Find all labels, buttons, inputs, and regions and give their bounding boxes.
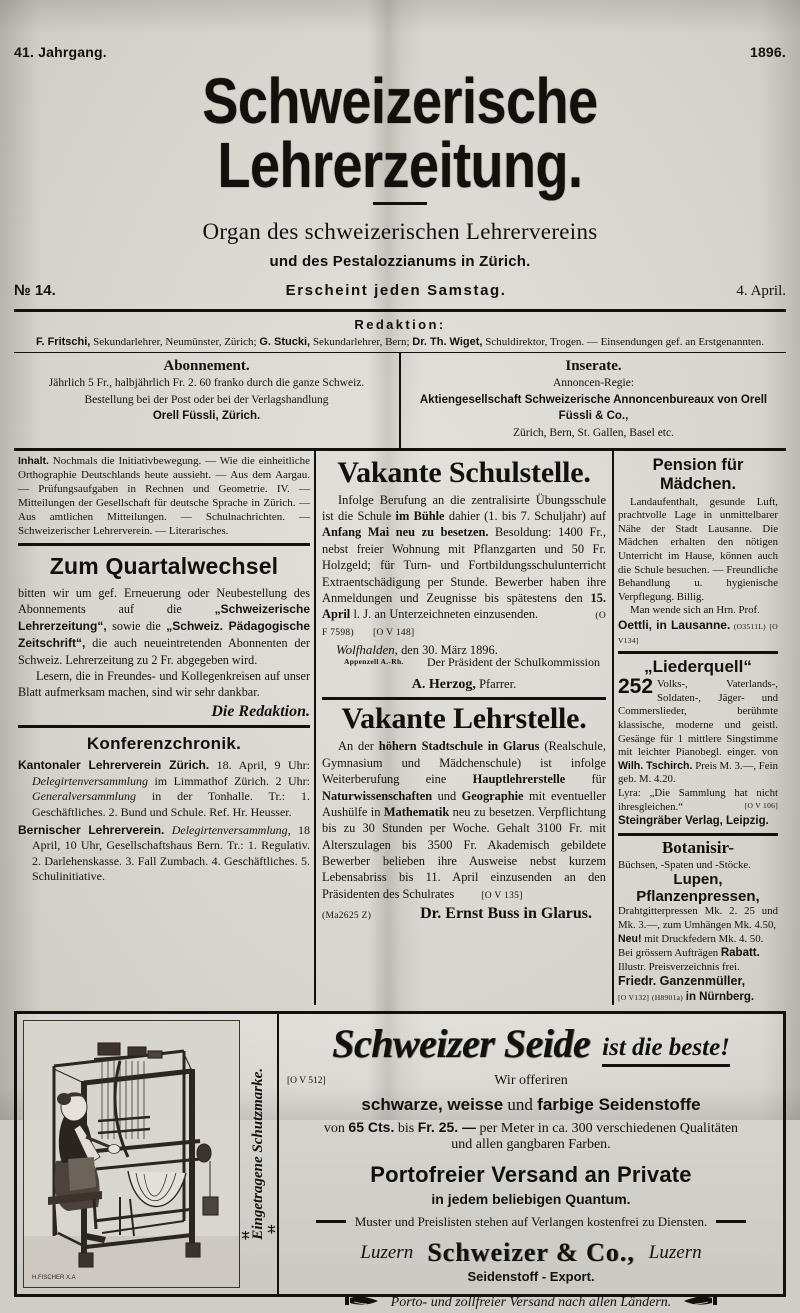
- liederquell-price: Preis M. 3.—, Fein geb. M. 4.20.: [618, 759, 779, 786]
- vs-place-date: den 30. März 1896.: [398, 643, 498, 658]
- loom-engraving: [23, 1020, 240, 1288]
- vakante-lehrstelle-heading: Vakante Lehrstelle.: [341, 702, 587, 736]
- redaktion-heading: Redaktion:: [354, 317, 446, 332]
- vs-canton-row: [322, 655, 606, 671]
- silk-price-c: per Meter in ca. 300 verschiedenen Qualitäten: [476, 1120, 739, 1136]
- botanisir-line-4-text: mit Druckfedern Mk. 4. 50.: [641, 932, 764, 945]
- year-label: 1896.: [749, 44, 786, 60]
- issue-number: № 14.: [14, 282, 56, 299]
- trademark-label: Eingetragene Schutzmarke.: [249, 1067, 266, 1240]
- subscription-advertising-band: [14, 353, 786, 448]
- vs-text-4: l. J. an Unterzeichneten einzusenden.: [350, 607, 539, 622]
- vl-bold-2: Hauptlehrerstelle: [472, 772, 566, 787]
- inserate-cities: Zürich, Bern, St. Gallen, Basel etc.: [513, 427, 674, 440]
- konferenz-italic-1: Delegirtenversammlung: [32, 773, 148, 788]
- silk-advertisement[interactable]: [14, 1011, 786, 1310]
- silk-tagline: ist die beste!: [602, 1034, 730, 1067]
- inhalt-label: Inhalt.: [18, 454, 49, 467]
- column-left: [14, 451, 314, 1005]
- editor-desc-1: Sekundarlehrer, Neumünster, Zürich;: [93, 336, 257, 348]
- silk-muster-row: [289, 1214, 773, 1230]
- abonnement-line-2: Bestellung bei der Post oder bei der Verlagshandlung: [84, 393, 329, 406]
- silk-title-row: [289, 1020, 773, 1067]
- pension-contact-intro: Man wende sich an Hrn. Prof.: [630, 604, 760, 617]
- liederquell-quote-row: [618, 787, 778, 814]
- vl-text-4: und: [432, 788, 462, 803]
- silk-city-left: Luzern: [360, 1241, 414, 1263]
- silk-price-mid: bis: [394, 1120, 418, 1136]
- konferenz-entry: [18, 823, 310, 885]
- dash-left-icon: [316, 1220, 346, 1223]
- vs-bold-3: 15. April: [322, 590, 606, 622]
- masthead-rule: [373, 202, 427, 205]
- botanisir-line-6: Illustr. Preisverzeichnis frei.: [618, 960, 740, 973]
- konferenz-body-a: 18. April, 9 Uhr:: [209, 758, 310, 773]
- vl-ref-2: (Ma2625 Z): [322, 911, 372, 922]
- publication-frequency: Erscheint jeden Samstag.: [285, 282, 507, 299]
- vl-text-5: mit eventueller Aushülfe in: [322, 788, 606, 819]
- silk-price-line-2: und allen gangbaren Farben.: [451, 1136, 611, 1152]
- vs-text-2: dahier (1. bis 7. Schuljahr) auf: [444, 509, 606, 524]
- dash-right-icon: [716, 1220, 746, 1223]
- issue-line: [14, 282, 786, 300]
- liederquell-publisher: Steingräber Verlag, Leipzig.: [618, 815, 769, 828]
- silk-ad-copy: [279, 1014, 783, 1310]
- vl-signer-row: [322, 905, 606, 923]
- botanisir-line-5-text: Bei grössern Aufträgen: [618, 947, 721, 960]
- vl-text-1: An der: [338, 739, 379, 754]
- botanisir-line-2: Lupen, Pflanzenpressen,: [636, 871, 760, 905]
- vl-bold-4: Geographie: [461, 788, 524, 803]
- quartal-text-c: sowie die: [106, 618, 167, 633]
- vs-bold-1: im Bühle: [395, 509, 445, 524]
- botanisir-line-3: Drahtgitterpressen Mk. 2. 25 und Mk. 3.—, zum Umhängen Mk. 4.50,: [618, 905, 778, 931]
- vs-ref-1: (O F 7598): [322, 611, 606, 638]
- silk-shipping-text: Porto- und zollfreier Versand nach allen Ländern.: [390, 1294, 672, 1310]
- silk-price-low: 65 Cts.: [348, 1118, 395, 1135]
- vs-place: Wolfhalden,: [336, 642, 398, 658]
- abonnement-block: [14, 353, 401, 448]
- divider-a1: [18, 543, 310, 546]
- pension-ref-2: [O V134]: [618, 622, 778, 645]
- inserate-line-1: Annoncen-Regie:: [552, 377, 635, 389]
- quartal-text-e: die auch neueintretenden Abonnenten der Schweiz. Lehrerzeitung zu 2 Fr. abgegeben wird.: [18, 635, 310, 667]
- editor-desc-2: Sekundarlehrer, Bern;: [312, 336, 410, 348]
- vs-role: Der Präsident der Schulkommission: [427, 655, 600, 670]
- inserate-block: [401, 353, 786, 448]
- inhalt-text: Nochmals die Initiativbewegung. — Wie die einheitliche Orthographie Deutschlands heute aussieht. — Aus dem Aargau. — Prüfungsaufgaben in Rechnen und Geometrie. IV. — Mitteilungen der Gesellschaft für deutsche Sprache in Zürich. — Aus amtlichen Mitteilungen. — Schulnachrichten. — Schweizerischer Lehrerverein. — Literarisches.: [18, 454, 311, 538]
- inhalt-block: [18, 454, 310, 539]
- konferenz-body-b: , 18 April, 10 Uhr, Gesellschaftshaus Bern. Tr.: 1. Regulativ. 2. Darlehenskasse. 3. Fall Zumbach. 4. Geschäftliches. 5. Schulinitiative.: [32, 822, 310, 884]
- ornament-top-icon: [241, 1231, 250, 1240]
- konferenz-body-c: in der Tonhalle. Tr.: 1. Geschäftliches. 2. Bund und Schule. Ref. Hr. Heusser.: [32, 789, 310, 820]
- silk-brand-title: Schweizer Seide: [332, 1020, 591, 1066]
- trademark-text: [241, 1068, 276, 1240]
- vs-signer: A. Herzog,: [411, 677, 476, 693]
- masthead-topline: [14, 0, 786, 60]
- botanisir-line-5: [618, 946, 778, 961]
- ornament-bottom-icon: [267, 1225, 276, 1234]
- silk-export-line: Seidenstoff - Export.: [467, 1268, 595, 1284]
- konferenz-body-b: im Limmathof Zürich. 2 Uhr:: [147, 773, 310, 788]
- column-middle: [314, 451, 614, 1005]
- silk-price-line: [289, 1119, 773, 1137]
- liederquell-body: [618, 675, 779, 787]
- vs-signer-row: [322, 675, 606, 693]
- issue-date: 4. April.: [736, 283, 786, 299]
- volume-label: 41. Jahrgang.: [14, 44, 107, 60]
- silk-price-high: Fr. 25. —: [417, 1118, 477, 1135]
- vl-bold-5: Mathematik: [383, 804, 450, 819]
- inserate-heading: Inserate.: [565, 358, 622, 374]
- quartalwechsel-signature: Die Redaktion.: [211, 703, 310, 721]
- vakante-lehrstelle-body: [322, 738, 606, 902]
- quartal-pub-1: „Schweizerische Lehrerzeitung“,: [18, 601, 310, 633]
- pointing-hand-left-icon: [683, 1293, 717, 1313]
- silk-firm-row: [289, 1238, 773, 1268]
- konferenz-org-name: Kantonaler Lehrerverein Zürich.: [18, 758, 210, 773]
- vs-ref-2: [O V 148]: [373, 627, 415, 638]
- vakante-schulstelle-body: [322, 492, 606, 640]
- abonnement-heading: Abonnement.: [163, 358, 250, 374]
- quartalwechsel-paragraph-2: Lesern, die in Freundes- und Kollegenkreisen auf unser Blatt aufmerksam machen, sind wir sehr dankbar.: [18, 668, 310, 700]
- weaver-at-loom-illustration: [24, 1021, 240, 1288]
- quartalwechsel-heading: Zum Quartalwechsel: [49, 552, 279, 579]
- pointing-hand-right-icon: [345, 1293, 379, 1313]
- divider-c1: [618, 651, 778, 654]
- botanisir-rabatt: Rabatt.: [720, 947, 760, 960]
- botanisir-line-1: Büchsen, -Spaten und -Stöcke.: [618, 858, 751, 871]
- botanisir-firm: Friedr. Ganzenmüller,: [618, 974, 746, 989]
- vs-canton: Appenzell A.-Rh.: [344, 657, 404, 667]
- vakante-schulstelle-heading: Vakante Schulstelle.: [337, 455, 591, 489]
- silk-firm-name: Schweizer & Co.,: [427, 1237, 635, 1267]
- silk-ad-trademark-panel: [17, 1014, 279, 1294]
- vl-bold-1: höhern Stadtschule in Glarus: [378, 739, 540, 754]
- vs-signer-title: Pfarrer.: [475, 677, 517, 692]
- konferenz-org-name: Bernischer Lehrerverein.: [18, 822, 165, 837]
- editor-name-2: G. Stucki,: [259, 336, 311, 348]
- vl-signer: Dr. Ernst Buss in Glarus.: [420, 905, 592, 923]
- pension-contact-row: [618, 618, 778, 647]
- trademark-vertical-label: [240, 1014, 277, 1294]
- redaktion-line: [14, 336, 786, 348]
- konferenz-entry: [18, 758, 310, 820]
- organ-subtitle: Organ des schweizerischen Lehrervereins: [202, 219, 598, 244]
- botanisir-new-badge: Neu!: [618, 932, 642, 945]
- pension-heading: Pension für Mädchen.: [652, 455, 744, 493]
- column-right: [614, 451, 782, 1005]
- abonnement-line-1: Jährlich 5 Fr., halbjährlich Fr. 2. 60 franko durch die ganze Schweiz.: [48, 377, 365, 389]
- abonnement-publisher: Orell Füssli, Zürich.: [152, 410, 261, 423]
- botanisir-ref-row: [618, 990, 778, 1005]
- three-column-layout: [14, 448, 786, 1005]
- quartalwechsel-paragraph-1: [18, 585, 310, 668]
- pension-ref-1: (O3511L): [733, 622, 766, 632]
- silk-quantum-line: in jedem beliebigen Quantum.: [431, 1190, 631, 1207]
- silk-porto-headline: Portofreier Versand an Private: [370, 1161, 692, 1187]
- silk-fabrics-mid: und: [503, 1094, 538, 1114]
- vl-text-3: für: [565, 772, 607, 787]
- vl-text-6: neu zu besetzen. Verpflichtung bis zu 30 Stunden per Woche. Gehalt 3100 Fr. mit Alterszulagen bis 3500 Fr. Akademisch gebildete Bewerber belieben ihre Ausweise nebst kurzem Lebensabriss bis 11. April einzusenden an den Präsidenten des Schulrates: [322, 804, 606, 901]
- silk-muster-text: Muster und Preislisten stehen auf Verlangen kostenfrei zu Diensten.: [354, 1213, 708, 1229]
- silk-city-right: Luzern: [648, 1241, 702, 1263]
- botanisir-ref-2: (H8901a): [651, 993, 684, 1003]
- engraver-credit: H.FISCHER X.A: [32, 1274, 76, 1281]
- editor-desc-3: Schuldirektor, Trogen. — Einsendungen gef. an Erstgenannten.: [485, 336, 765, 348]
- inserate-agency: Aktiengesellschaft Schweizerische Annoncenbureaux von Orell Füssli & Co.,: [419, 393, 768, 423]
- silk-fabrics-bold-2: farbige Seidenstoffe: [537, 1094, 701, 1114]
- divider-b1: [322, 697, 606, 700]
- silk-offer-line: Wir offeriren: [494, 1072, 568, 1088]
- liederquell-ref: [O V 106]: [744, 800, 778, 810]
- pestalozzi-subtitle: und des Pestalozzianums in Zürich.: [269, 253, 531, 270]
- newspaper-title: Schweizerische Lehrerzeitung.: [202, 66, 598, 201]
- liederquell-text: Volks-, Vaterlands-, Soldaten-, Jäger- und Commerslieder, berühmte klassische, moderne und geistl. Gesänge für 1 mittlere Singstimme mit leichter Pianobegl. einger. von: [618, 678, 778, 759]
- vl-bold-3: Naturwissenschaften: [322, 788, 433, 803]
- silk-ov-ref: [O V 512]: [287, 1075, 326, 1086]
- liederquell-count: 252: [618, 675, 654, 699]
- botanisir-ref-1: [O V132]: [618, 993, 650, 1003]
- divider-thick-1: [14, 309, 786, 312]
- silk-fabrics-line: [289, 1095, 773, 1115]
- konferenz-body-a: [164, 823, 171, 837]
- konferenzchronik-heading: Konferenzchronik.: [86, 734, 242, 754]
- konferenz-italic-1: Delegirtenversammlung: [171, 822, 288, 837]
- liederquell-editor: Wilh. Tschirch.: [618, 759, 693, 772]
- pension-contact-name: Oettli, in Lausanne.: [618, 618, 731, 633]
- vl-ref-1: [O V 135]: [481, 890, 523, 901]
- vs-text-3: Besoldung: 1400 Fr., nebst freier Wohnung mit Pflanzgarten und 50 Fr. Holzgeld; für Turn- und Fortbildungsschulunterricht Extraentschädigung per Stunde. Bewerber haben ihre Anmeldungen und Zeugnisse bis spätestens den: [322, 525, 606, 605]
- silk-fabrics-bold-1: schwarze, weisse: [361, 1094, 504, 1114]
- silk-shipping-row: [289, 1293, 773, 1313]
- vl-text-2: (Realschule, Gymnasium und Mädchenschule) ist infolge Weiterberufung eine: [322, 739, 606, 787]
- botanisir-city: in Nürnberg.: [685, 991, 755, 1004]
- quartal-text-a: bitten wir um gef. Erneuerung oder Neubestellung des Abonnements auf die: [18, 585, 310, 616]
- liederquell-heading: „Liederquell“: [644, 657, 752, 677]
- silk-price-a: von: [323, 1120, 349, 1136]
- botanisir-heading: Botanisir-: [661, 837, 735, 857]
- botanisir-line-4: [618, 933, 778, 947]
- editor-name-3: Dr. Th. Wiget,: [412, 336, 483, 348]
- pension-text: Landaufenthalt, gesunde Luft, prachtvolle Lage in unmittelbarer Nähe der Stadt Lausanne. Die Mädchen erhalten den nötigen Unterricht im Hause, können auch die Schule besuchen. — Freundliche Behandlung u. hygienische Verpflegung. Billig.: [618, 495, 778, 603]
- editor-name-1: F. Fritschi,: [35, 336, 91, 348]
- quartal-pub-2: „Schweiz. Pädagogische Zeitschrift“,: [18, 618, 311, 650]
- divider-a2: [18, 725, 310, 728]
- vs-text-1: Infolge Berufung an die zentralisirte Übungsschule ist die Schule: [322, 492, 606, 524]
- liederquell-quote: Lyra: „Die Sammlung hat nicht ihresgleichen.“: [618, 786, 778, 813]
- vs-bold-2: Anfang Mai neu zu besetzen.: [322, 525, 489, 540]
- konferenz-italic-2: Generalversammlung: [32, 789, 136, 804]
- divider-c2: [618, 833, 778, 836]
